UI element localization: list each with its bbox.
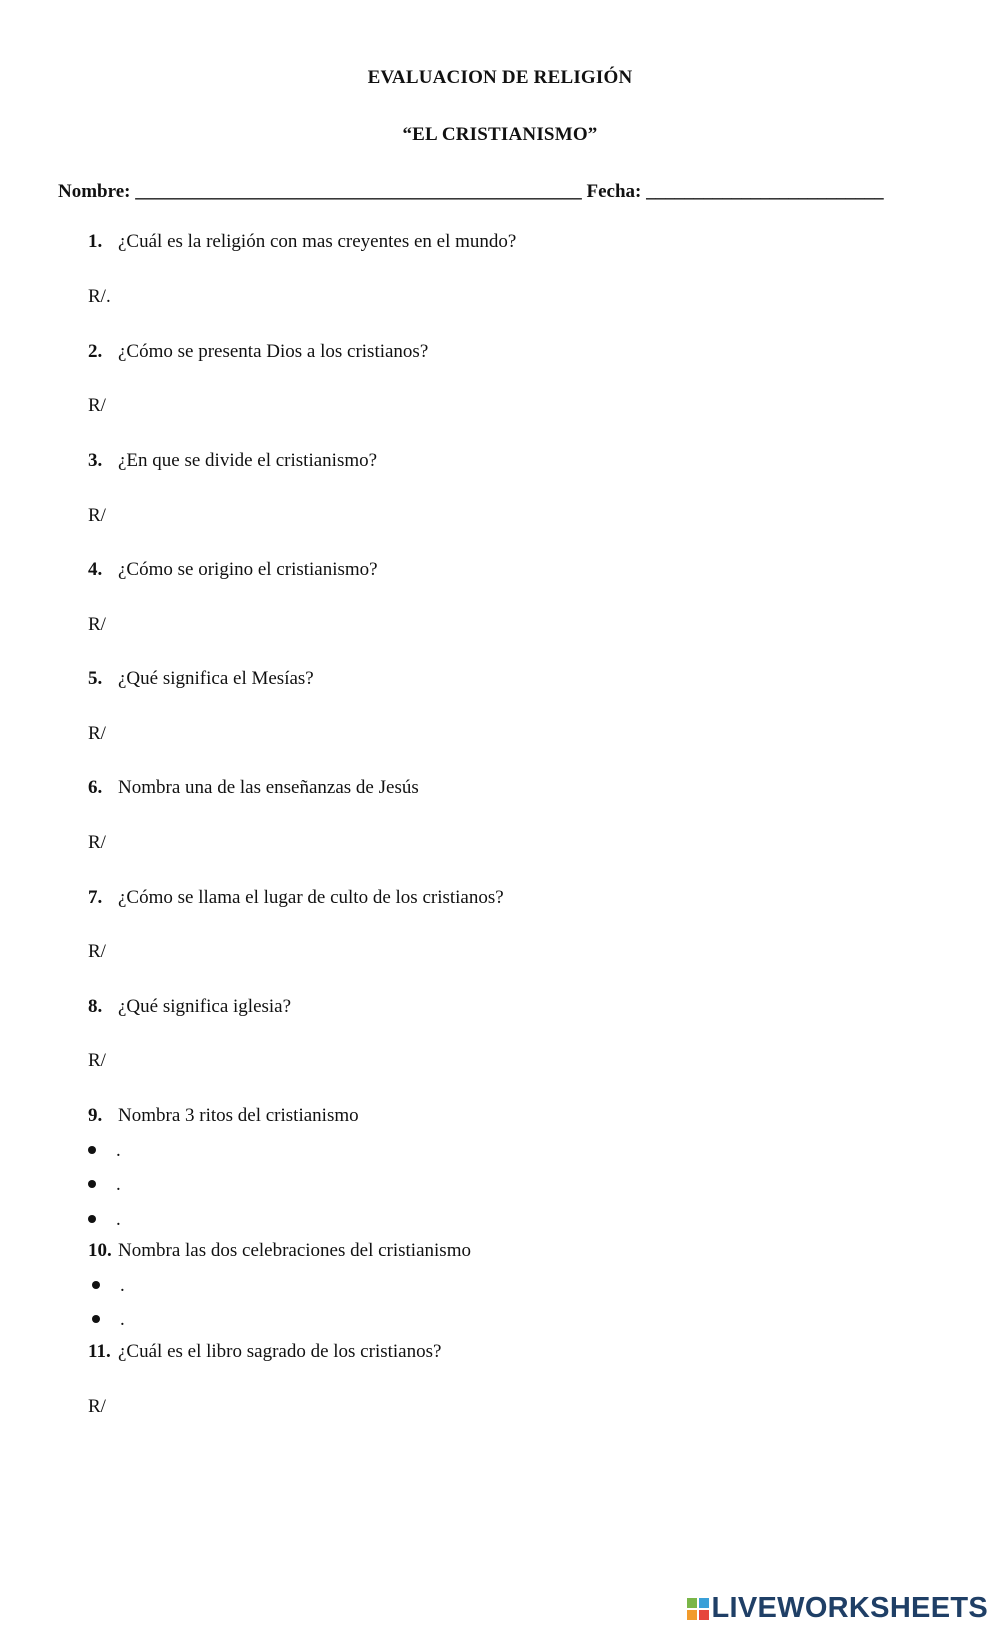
- question-text: ¿Cómo se origino el cristianismo?: [118, 559, 378, 580]
- question-text: Nombra las dos celebraciones del cristianismo: [118, 1240, 471, 1261]
- date-label: Fecha:: [586, 181, 642, 202]
- question-7: [88, 887, 504, 909]
- liveworksheets-logo: [687, 1592, 989, 1625]
- answer-5[interactable]: R/: [88, 723, 106, 744]
- question-5: [88, 668, 314, 690]
- bullet-item[interactable]: [92, 1309, 125, 1331]
- question-number: 4.: [88, 559, 103, 580]
- question-3: [88, 450, 377, 472]
- question-text: ¿Cuál es la religión con mas creyentes en el mundo?: [118, 231, 517, 252]
- question-text: ¿Qué significa iglesia?: [118, 996, 292, 1017]
- question-2: [88, 341, 428, 363]
- question-text: Nombra una de las enseñanzas de Jesús: [118, 777, 419, 798]
- question-10: [88, 1240, 471, 1262]
- question-6: [88, 777, 419, 799]
- bullet-text: .: [120, 1275, 125, 1296]
- bullet-item[interactable]: [88, 1174, 121, 1196]
- answer-2[interactable]: R/: [88, 395, 106, 416]
- page-title: EVALUACION DE RELIGIÓN: [367, 67, 633, 88]
- question-number: 6.: [88, 777, 103, 798]
- name-blank[interactable]: _______________________________________________: [135, 181, 582, 202]
- question-11: [88, 1341, 441, 1363]
- bullet-text: .: [116, 1209, 121, 1230]
- name-label: Nombre:: [58, 181, 131, 202]
- question-number: 1.: [88, 231, 103, 252]
- bullet-item[interactable]: [92, 1275, 125, 1297]
- question-text: ¿Cuál es el libro sagrado de los cristianos?: [118, 1341, 442, 1362]
- student-header: [58, 181, 884, 203]
- question-number: 5.: [88, 668, 103, 689]
- question-text: Nombra 3 ritos del cristianismo: [118, 1105, 359, 1126]
- date-blank[interactable]: _________________________: [646, 181, 884, 202]
- question-number: 7.: [88, 887, 103, 908]
- question-1: [88, 231, 516, 253]
- answer-3[interactable]: R/: [88, 505, 106, 526]
- question-text: ¿Cómo se llama el lugar de culto de los cristianos?: [118, 887, 504, 908]
- question-number: 8.: [88, 996, 103, 1017]
- question-number: 2.: [88, 341, 103, 362]
- question-number: 3.: [88, 450, 103, 471]
- bullet-dot-icon: [88, 1180, 96, 1188]
- answer-8[interactable]: R/: [88, 1050, 106, 1071]
- answer-1[interactable]: R/.: [88, 286, 111, 307]
- bullet-dot-icon: [92, 1315, 100, 1323]
- bullet-text: .: [120, 1309, 125, 1330]
- page-subtitle: “EL CRISTIANISMO”: [402, 124, 598, 145]
- bullet-dot-icon: [88, 1146, 96, 1154]
- bullet-text: .: [116, 1174, 121, 1195]
- bullet-item[interactable]: [88, 1209, 121, 1231]
- question-number: 9.: [88, 1105, 103, 1126]
- question-number: 11.: [88, 1341, 111, 1362]
- bullet-dot-icon: [88, 1215, 96, 1223]
- logo-text: LIVEWORKSHEETS: [711, 1592, 988, 1624]
- bullet-dot-icon: [92, 1281, 100, 1289]
- logo-squares-icon: [687, 1598, 709, 1620]
- answer-4[interactable]: R/: [88, 614, 106, 635]
- question-text: ¿En que se divide el cristianismo?: [118, 450, 378, 471]
- answer-6[interactable]: R/: [88, 832, 106, 853]
- question-4: [88, 559, 378, 581]
- question-text: ¿Qué significa el Mesías?: [118, 668, 314, 689]
- bullet-item[interactable]: [88, 1140, 121, 1162]
- question-9: [88, 1105, 359, 1127]
- question-8: [88, 996, 291, 1018]
- answer-11[interactable]: R/: [88, 1396, 106, 1417]
- answer-7[interactable]: R/: [88, 941, 106, 962]
- question-number: 10.: [88, 1240, 112, 1261]
- bullet-text: .: [116, 1140, 121, 1161]
- question-text: ¿Cómo se presenta Dios a los cristianos?: [118, 341, 429, 362]
